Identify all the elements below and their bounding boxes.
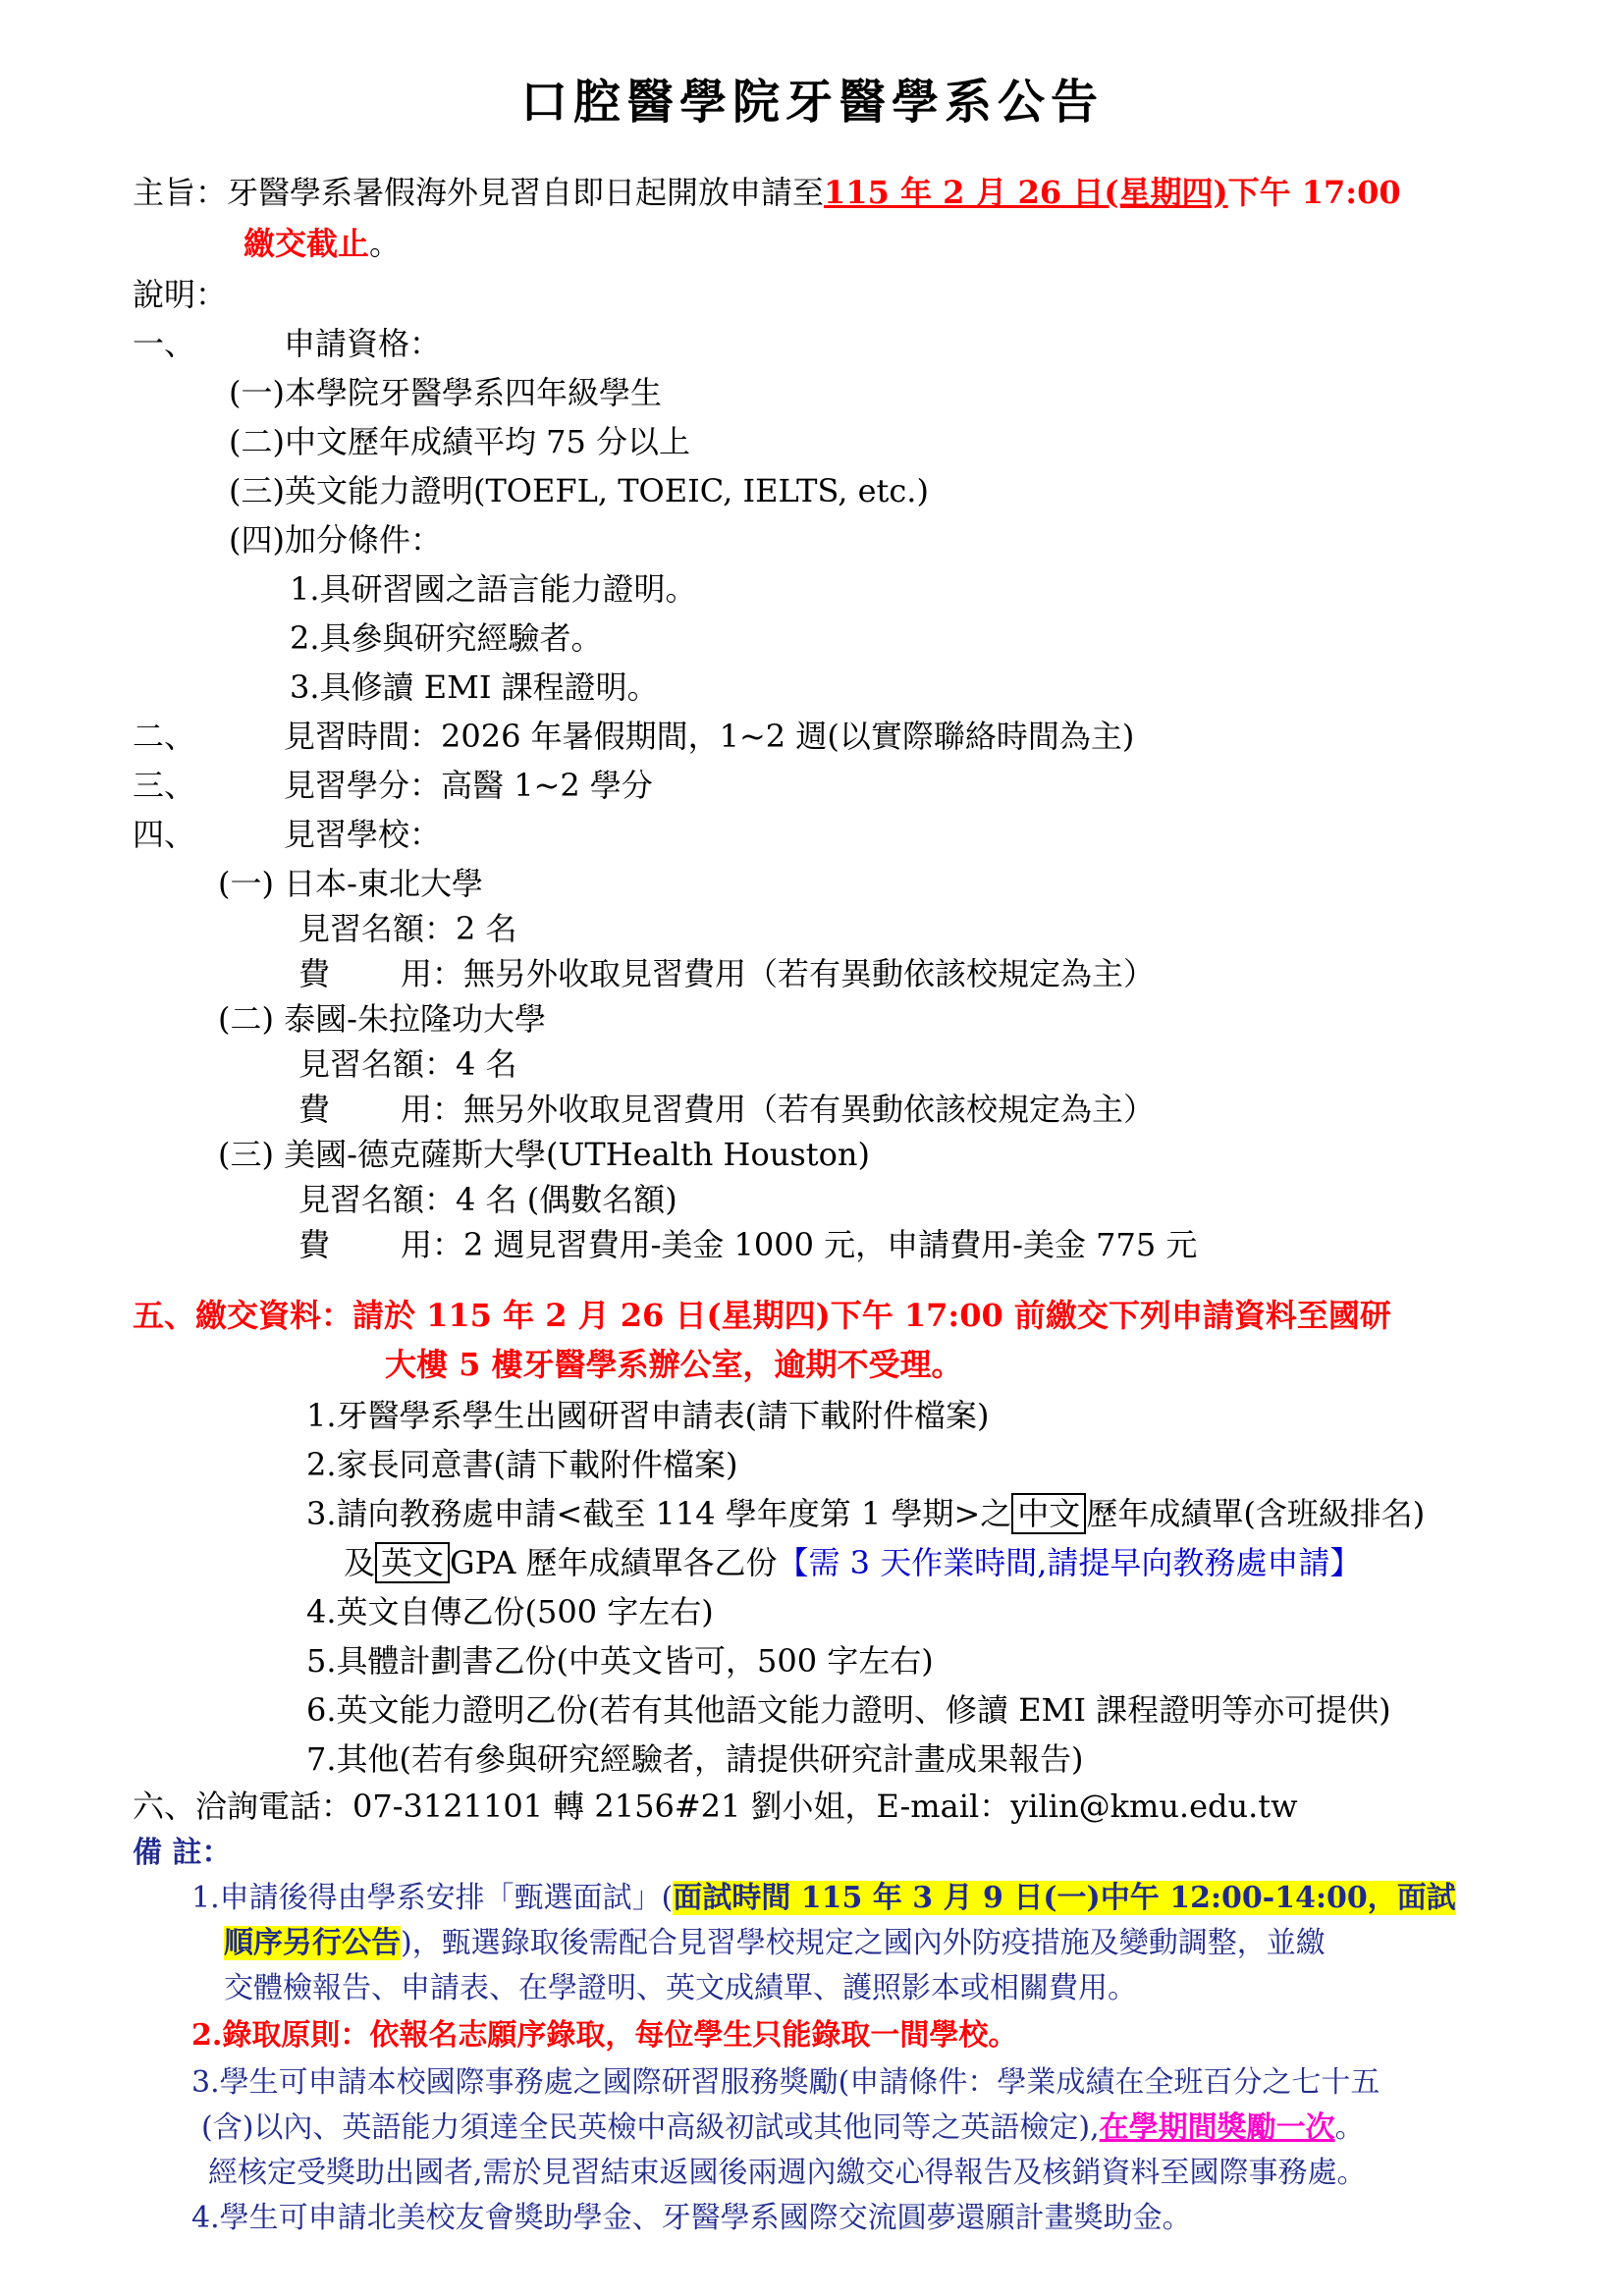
subject-line xyxy=(133,171,1401,214)
school-fee: 費 用：2 週見習費用-美金 1000 元，申請費用-美金 775 元 xyxy=(298,1226,1198,1263)
note-3-cont-2: 經核定受獎助出國者,需於見習結束返國後兩週內繳交心得報告及核銷資料至國際事務處。 xyxy=(208,2156,1367,2190)
school-quota: 見習名額：4 名 (偶數名額) xyxy=(298,1181,677,1218)
note-1-cont: 順序另行公告)，甄選錄取後需配合見習學校規定之國內外防疫措施及變動調整，並繳 xyxy=(224,1926,1326,1960)
sec4-heading-line xyxy=(133,813,441,856)
sec2-num: 二、 xyxy=(133,718,196,755)
notes-label: 備 註： xyxy=(133,1836,232,1870)
sec1-item: (四)加分條件： xyxy=(229,521,442,559)
page-title: 口腔醫學院牙醫學系公告 xyxy=(519,75,1104,130)
contact-line: 六、洽詢電話：07-3121101 轉 2156#21 劉小姐，E-mail：yilin@kmu.edu.tw xyxy=(133,1788,1298,1825)
school-quota: 見習名額：4 名 xyxy=(298,1045,517,1083)
subject-deadline-time: 下午 17:00 xyxy=(1227,174,1401,211)
chinese-box: 中文 xyxy=(1011,1493,1086,1534)
note-4: 4.學生可申請北美校友會獎助學金、牙醫學系國際交流圓夢還願計畫獎助金。 xyxy=(191,2201,1192,2235)
sec3-num: 三、 xyxy=(133,767,196,804)
sec5-item: 2.家長同意書(請下載附件檔案) xyxy=(306,1446,738,1483)
subject-text: 牙醫學系暑假海外見習自即日起開放申請至 xyxy=(227,174,825,211)
school-name: (一) 日本-東北大學 xyxy=(218,865,483,902)
sec1-bonus: 3.具修讀 EMI 課程證明。 xyxy=(290,668,659,706)
sec4-heading: 見習學校： xyxy=(284,816,442,853)
note-3: 3.學生可申請本校國際事務處之國際研習服務獎勵(申請條件：學業成績在全班百分之七十五 xyxy=(191,2065,1380,2100)
sec5-item: 5.具體計劃書乙份(中英文皆可，500 字左右) xyxy=(306,1642,934,1680)
sec5-item: 7.其他(若有參與研究經驗者，請提供研究計畫成果報告) xyxy=(306,1740,1084,1778)
sec3-text: 見習學分：高醫 1~2 學分 xyxy=(284,767,653,804)
sec5-heading: 五、繳交資料：請於 115 年 2 月 26 日(星期四)下午 17:00 前繳交下列申請資料至國研 xyxy=(133,1297,1391,1334)
sec5-heading-2: 大樓 5 樓牙醫學系辦公室，逾期不受理。 xyxy=(385,1346,963,1383)
sec2-text: 見習時間：2026 年暑假期間，1~2 週(以實際聯絡時間為主) xyxy=(284,718,1135,755)
note-1: 1.申請後得由學系安排「甄選面試」(面試時間 115 年 3 月 9 日(一)中午 12:00-14:00，面試 xyxy=(191,1881,1456,1915)
explain-label: 說明： xyxy=(133,276,228,313)
sec1-bonus: 1.具研習國之語言能力證明。 xyxy=(290,570,697,608)
subject-label: 主旨： xyxy=(133,174,228,211)
school-name: (三) 美國-德克薩斯大學(UTHealth Houston) xyxy=(218,1136,870,1173)
sec5-item: 4.英文自傳乙份(500 字左右) xyxy=(306,1593,714,1630)
sec2-line xyxy=(133,715,1134,758)
sec1-heading: 申請資格： xyxy=(284,325,442,362)
sec1-item: (一)本學院牙醫學系四年級學生 xyxy=(229,374,662,411)
award-once: 在學期間獎勵一次 xyxy=(1099,2110,1335,2145)
subject-deadline-date: 115 年 2 月 26 日(星期四) xyxy=(824,174,1228,211)
sec5-item: 6.英文能力證明乙份(若有其他語文能力證明、修讀 EMI 課程證明等亦可提供) xyxy=(306,1691,1391,1729)
sec4-num: 四、 xyxy=(133,816,196,853)
sec1-heading-line xyxy=(133,322,441,365)
sec1-num: 一、 xyxy=(133,325,196,362)
sec5-item: 1.牙醫學系學生出國研習申請表(請下載附件檔案) xyxy=(306,1397,990,1434)
processing-note: 【需 3 天作業時間,請提早向教務處申請】 xyxy=(777,1544,1362,1581)
subject-line-2 xyxy=(244,222,401,265)
note-3-cont: (含)以內、英語能力須達全民英檢中高級初試或其他同等之英語檢定),在學期間獎勵一次。 xyxy=(201,2110,1365,2145)
sec3-line xyxy=(133,764,653,807)
school-quota: 見習名額：2 名 xyxy=(298,910,517,947)
note-1-cont-2: 交體檢報告、申請表、在學證明、英文成績單、護照影本或相關費用。 xyxy=(224,1971,1137,2005)
interview-order: 順序另行公告 xyxy=(224,1926,401,1960)
school-fee: 費 用：無另外收取見習費用（若有異動依該校規定為主） xyxy=(298,1091,1156,1128)
english-box: 英文 xyxy=(375,1542,450,1583)
sec5-item-3: 3.請向教務處申請<截至 114 學年度第 1 學期>之 中文 歷年成績單(含班級排名) xyxy=(306,1495,1426,1532)
subject-period: 。 xyxy=(369,225,402,262)
school-name: (二) 泰國-朱拉隆功大學 xyxy=(218,1000,546,1038)
sec1-item: (三)英文能力證明(TOEFL, TOEIC, IELTS, etc.) xyxy=(229,472,929,509)
sec5-item-3-cont: 及 英文 GPA 歷年成績單各乙份【需 3 天作業時間,請提早向教務處申請】 xyxy=(344,1544,1362,1581)
sec1-item: (二)中文歷年成績平均 75 分以上 xyxy=(229,423,691,460)
school-fee: 費 用：無另外收取見習費用（若有異動依該校規定為主） xyxy=(298,955,1156,992)
sec1-bonus: 2.具參與研究經驗者。 xyxy=(290,619,603,657)
note-2: 2.錄取原則：依報名志願序錄取，每位學生只能錄取一間學校。 xyxy=(191,2018,1018,2053)
subject-deadline-end: 繳交截止 xyxy=(244,225,370,262)
interview-time: 面試時間 115 年 3 月 9 日(一)中午 12:00-14:00，面試 xyxy=(673,1881,1456,1915)
